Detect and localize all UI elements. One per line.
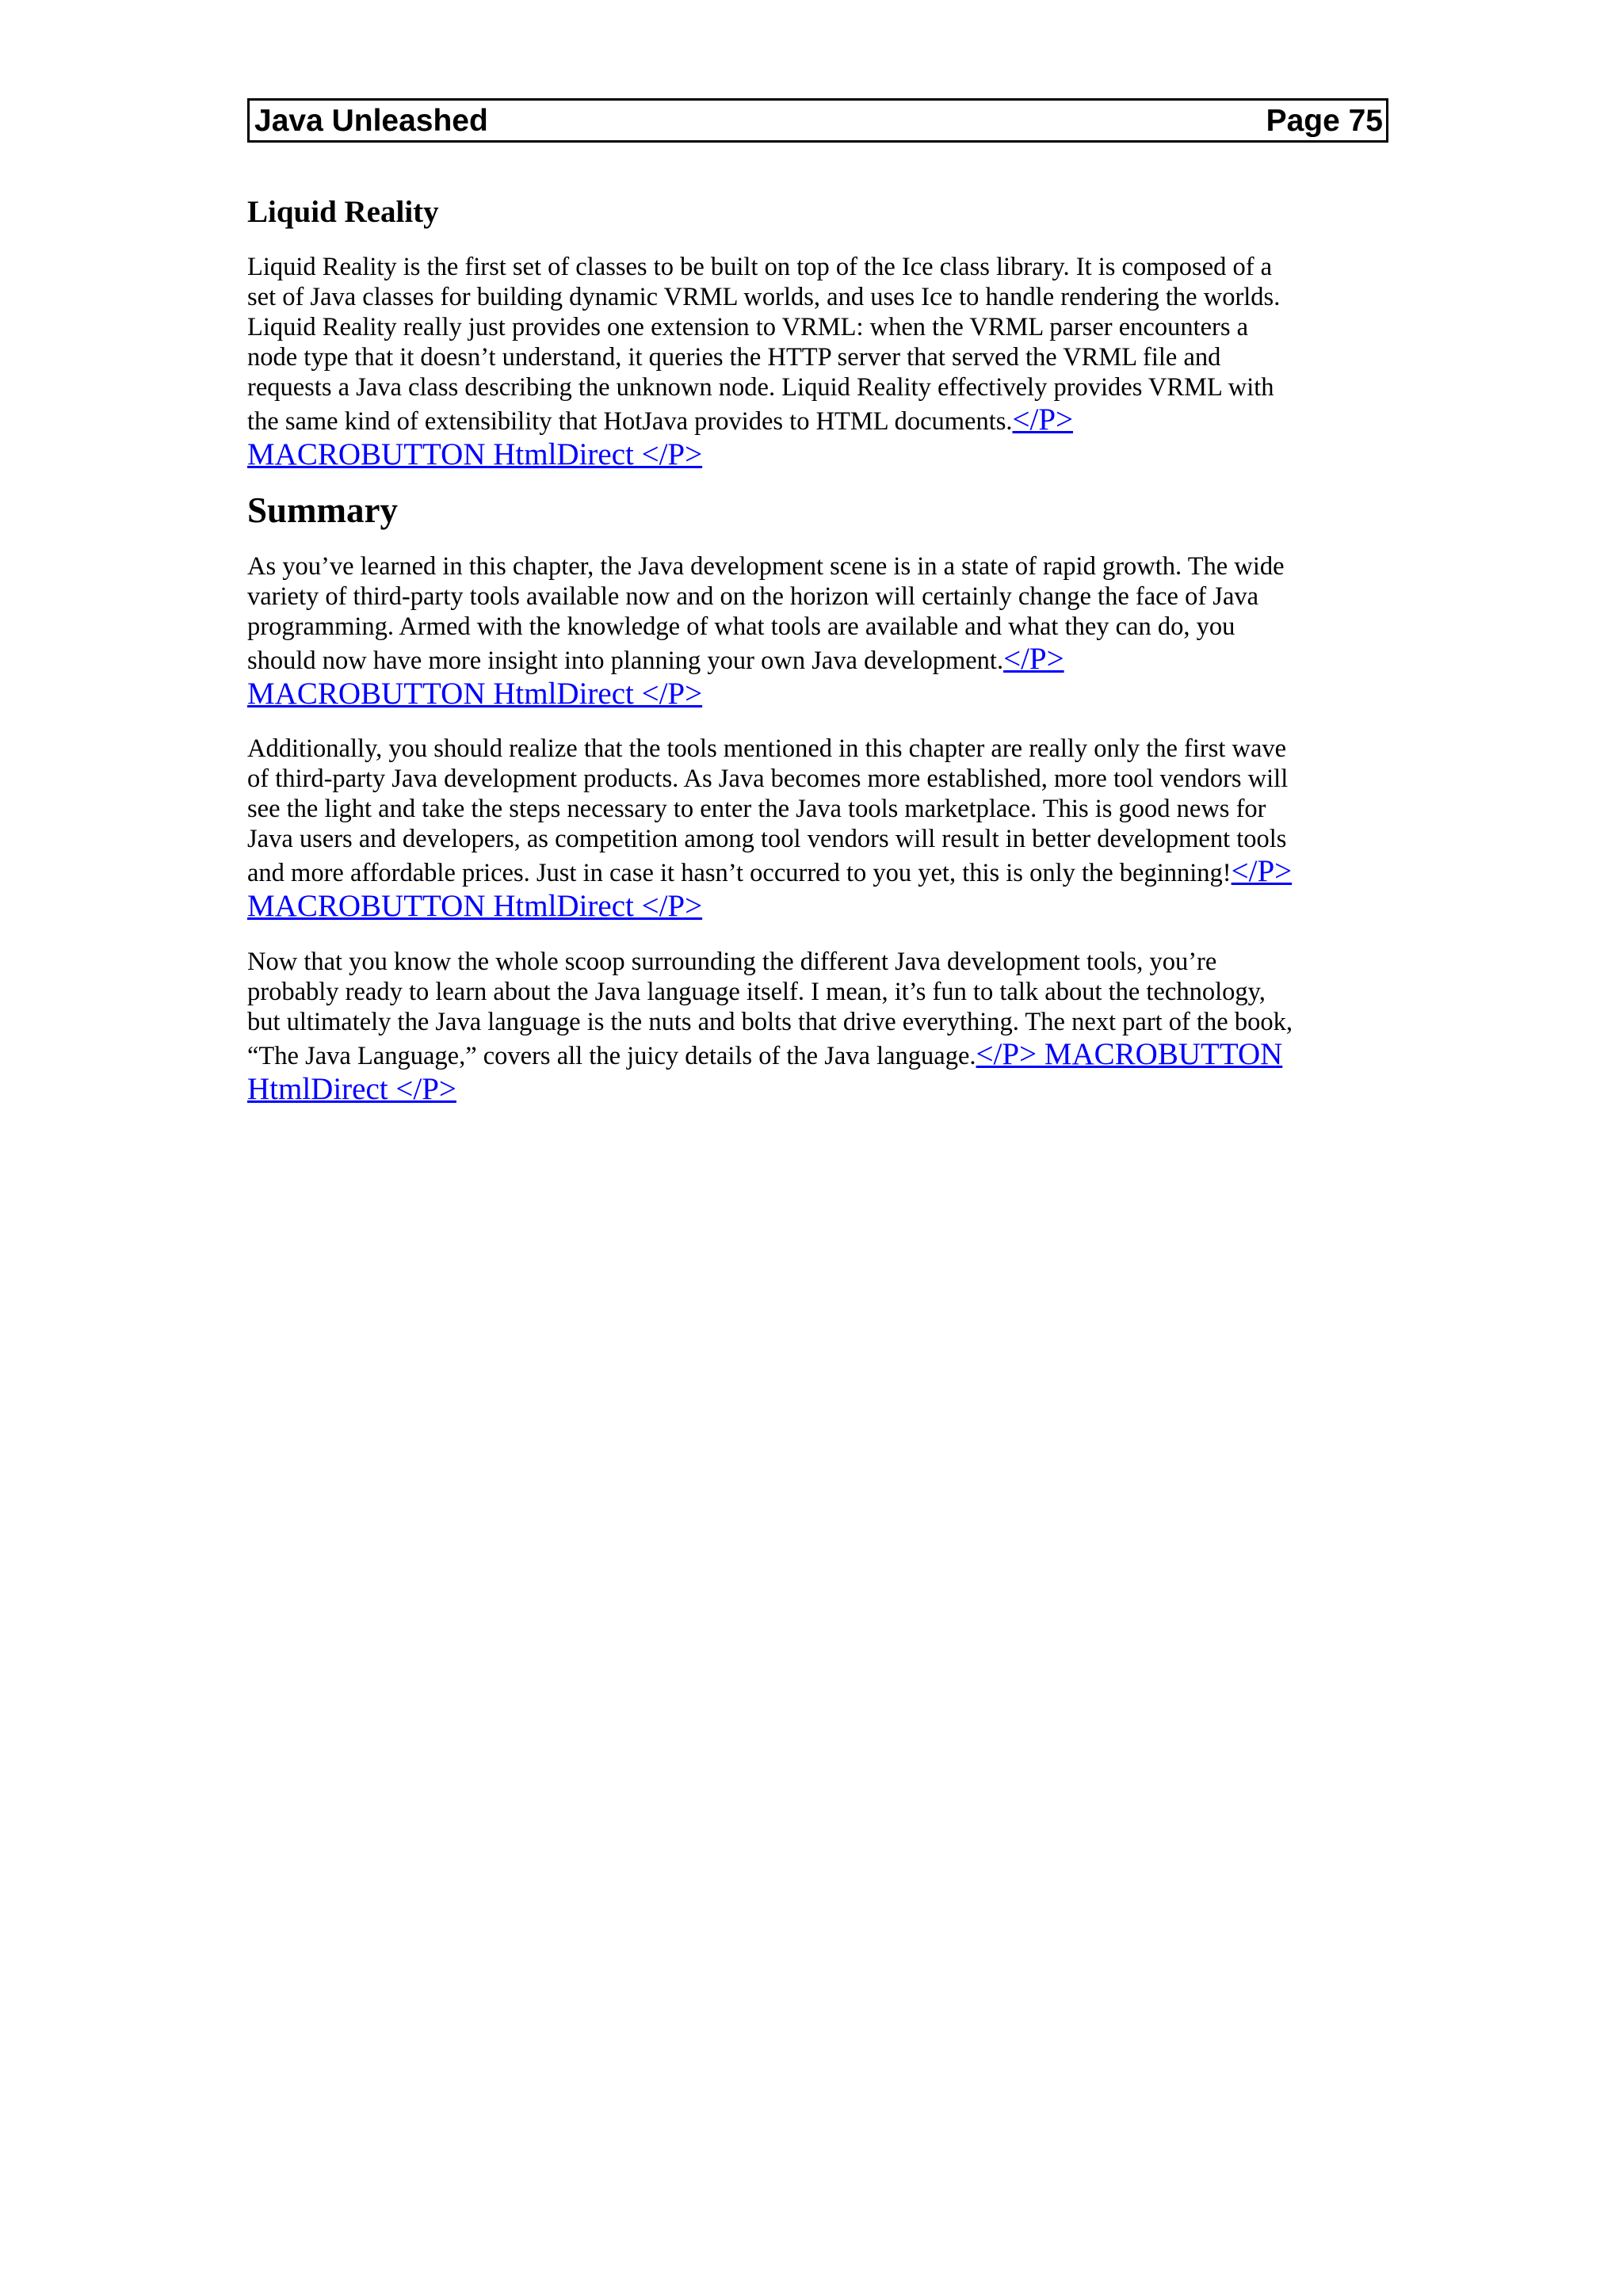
paragraph-summary-3 [247, 947, 1388, 1107]
paragraph-text: Additionally, you should realize that the tools mentioned in this chapter are really only the first wave of third-party Java development products. As Java becomes more established, more tool vendors will see the light and take the steps necessary to enter the Java tools marketplace. This is good news for Java users and developers, as competition among tool vendors will result in better development tools and more affordable prices. Just in case it hasn’t occurred to you yet, this is only the beginning! [247, 734, 1289, 887]
p-close-link[interactable]: </P> [1231, 854, 1293, 888]
macrobutton-link[interactable]: MACROBUTTON HtmlDirect </P> [247, 889, 703, 923]
paragraph-liquid-reality [247, 252, 1388, 472]
p-close-macrobutton-link[interactable]: </P> MACROBUTTON [976, 1037, 1283, 1071]
macrobutton-link[interactable]: MACROBUTTON HtmlDirect </P> [247, 437, 703, 471]
paragraph-text: Now that you know the whole scoop surrounding the different Java development tools, you’re probably ready to learn about the Java language itself. I mean, it’s fun to talk about the technology, but ultimately the Java language is the nuts and bolts that drive everything. The next part of the book, “The Java Language,” covers all the juicy details of the Java language. [247, 948, 1293, 1070]
section-heading-summary: Summary [247, 490, 398, 530]
section-heading-liquid-reality: Liquid Reality [247, 195, 439, 229]
book-title: Java Unleashed [254, 103, 488, 138]
macrobutton-link[interactable]: MACROBUTTON HtmlDirect </P> [247, 677, 703, 711]
page-header [247, 98, 1388, 143]
paragraph-summary-1 [247, 551, 1388, 711]
page-number: Page 75 [1266, 103, 1383, 138]
p-close-link[interactable]: </P> [1003, 642, 1064, 676]
paragraph-summary-2 [247, 734, 1388, 924]
paragraph-text: As you’ve learned in this chapter, the Java development scene is in a state of rapid growth. The wide variety of third-party tools available now and on the horizon will certainly change the face of Java programming. Armed with the knowledge of what tools are available and what they can do, you should now have more insight into planning your own Java development. [247, 552, 1285, 675]
p-close-link[interactable]: </P> [1012, 402, 1074, 437]
htmldirect-link[interactable]: HtmlDirect </P> [247, 1072, 456, 1106]
document-page [247, 98, 1388, 1106]
paragraph-text: Liquid Reality is the first set of classes to be built on top of the Ice class library. It is composed of a set of Java classes for building dynamic VRML worlds, and uses Ice to handle rendering the worlds. Liquid Reality really just provides one extension to VRML: when the VRML parser encounters a node type that it doesn’t understand, it queries the HTTP server that served the VRML file and requests a Java class describing the unknown node. Liquid Reality effectively provides VRML with the same kind of extensibility that HotJava provides to HTML documents. [247, 253, 1281, 436]
